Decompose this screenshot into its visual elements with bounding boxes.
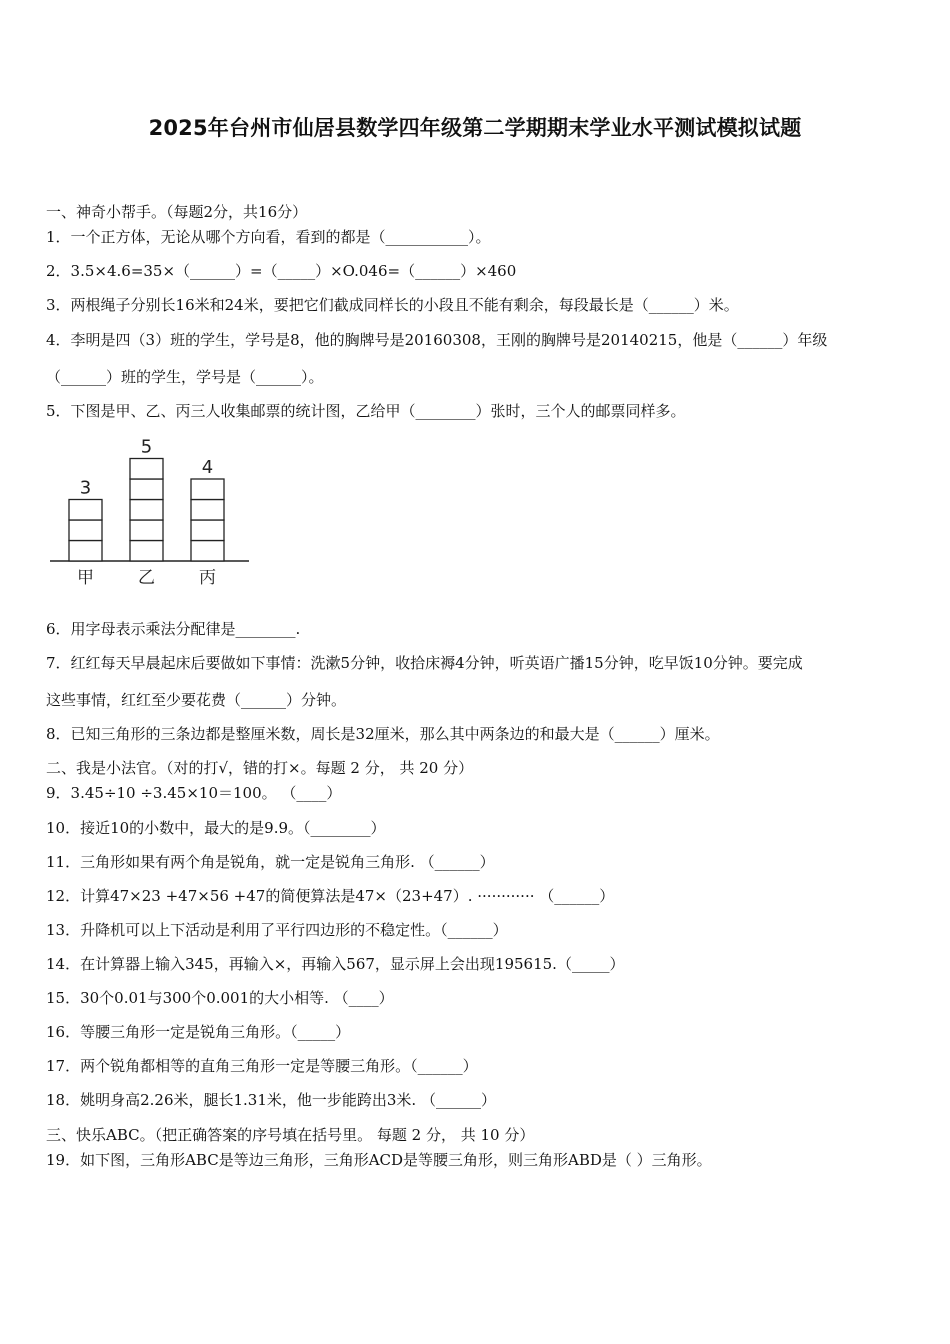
question-6: 6．用字母表示乘法分配律是________. xyxy=(46,620,301,638)
question-10: 10．接近10的小数中，最大的是9.9。（________） xyxy=(46,819,386,837)
question-13: 13．升降机可以上下活动是利用了平行四边形的不稳定性。（______） xyxy=(46,921,508,939)
bar-block-乙-3 xyxy=(130,500,163,521)
bar-block-甲-3 xyxy=(69,500,102,521)
section-3-heading: 三、快乐ABC。（把正确答案的序号填在括号里。 每题 2 分， 共 10 分） xyxy=(46,1126,535,1144)
question-11: 11．三角形如果有两个角是锐角，就一定是锐角三角形. （______） xyxy=(46,853,495,871)
question-14: 14．在计算器上输入345，再输入×，再输入567，显示屏上会出现195615.（_____） xyxy=(46,955,625,973)
question-5: 5．下图是甲、乙、丙三人收集邮票的统计图，乙给甲（________）张时，三个人的邮票同样多。 xyxy=(46,402,686,420)
category-label-丙: 丙 xyxy=(199,568,216,588)
stamp-chart-svg xyxy=(44,430,259,595)
bar-block-甲-2 xyxy=(69,520,102,541)
bar-block-丙-3 xyxy=(191,500,224,521)
bar-block-乙-4 xyxy=(130,479,163,500)
category-label-乙: 乙 xyxy=(138,568,155,588)
question-7-continued: 这些事情，红红至少要花费（______）分钟。 xyxy=(46,691,347,709)
bar-block-丙-4 xyxy=(191,479,224,500)
question-18: 18．姚明身高2.26米，腿长1.31米，他一步能跨出3米. （______） xyxy=(46,1091,496,1109)
page-title: 2025年台州市仙居县数学四年级第二学期期末学业水平测试模拟试题 xyxy=(148,116,802,140)
section-2-heading: 二、我是小法官。（对的打√，错的打×。每题 2 分， 共 20 分） xyxy=(46,759,474,777)
data-label-甲: 3 xyxy=(79,477,92,499)
question-2: 2．3.5×4.6=35×（______）=（_____）×O.046=（______）×460 xyxy=(46,262,517,280)
bar-block-丙-2 xyxy=(191,520,224,541)
category-label-甲: 甲 xyxy=(77,568,94,588)
bar-block-甲-1 xyxy=(69,541,102,562)
data-label-丙: 4 xyxy=(201,457,214,478)
bar-block-乙-5 xyxy=(130,459,163,480)
question-15: 15．30个0.01与300个0.001的大小相等. （____） xyxy=(46,989,394,1007)
section-1-heading: 一、神奇小帮手。（每题2分，共16分） xyxy=(46,203,308,221)
bar-block-丙-1 xyxy=(191,541,224,562)
data-label-乙: 5 xyxy=(140,436,153,458)
question-12: 12．计算47×23 +47×56 +47的简便算法是47×（23+47）. ············ （______） xyxy=(46,887,615,905)
question-8: 8．已知三角形的三条边都是整厘米数，周长是32厘米，那么其中两条边的和最大是（______）厘米。 xyxy=(46,725,720,743)
question-19: 19．如下图，三角形ABC是等边三角形，三角形ACD是等腰三角形，则三角形ABD是（ ）三角形。 xyxy=(46,1151,712,1169)
question-4-continued: （______）班的学生，学号是（______）。 xyxy=(46,368,324,386)
bar-block-乙-2 xyxy=(130,520,163,541)
question-7: 7．红红每天早晨起床后要做如下事情：洗漱5分钟，收拾床褥4分钟，听英语广播15分钟，吃早饭10分钟。要完成 xyxy=(46,654,803,672)
question-17: 17．两个锐角都相等的直角三角形一定是等腰三角形。（______） xyxy=(46,1057,478,1075)
question-3: 3．两根绳子分别长16米和24米，要把它们截成同样长的小段且不能有剩余，每段最长是（______）米。 xyxy=(46,296,739,314)
stamp-bar-chart xyxy=(44,430,259,595)
question-4: 4．李明是四（3）班的学生，学号是8，他的胸牌号是20160308，王刚的胸牌号是20140215，他是（______）年级 xyxy=(46,331,828,349)
question-16: 16．等腰三角形一定是锐角三角形。（_____） xyxy=(46,1023,351,1041)
question-9: 9．3.45÷10 ÷3.45×10＝100。 （____） xyxy=(46,784,342,802)
question-1: 1．一个正方体，无论从哪个方向看，看到的都是（___________）。 xyxy=(46,228,491,246)
bar-block-乙-1 xyxy=(130,541,163,562)
